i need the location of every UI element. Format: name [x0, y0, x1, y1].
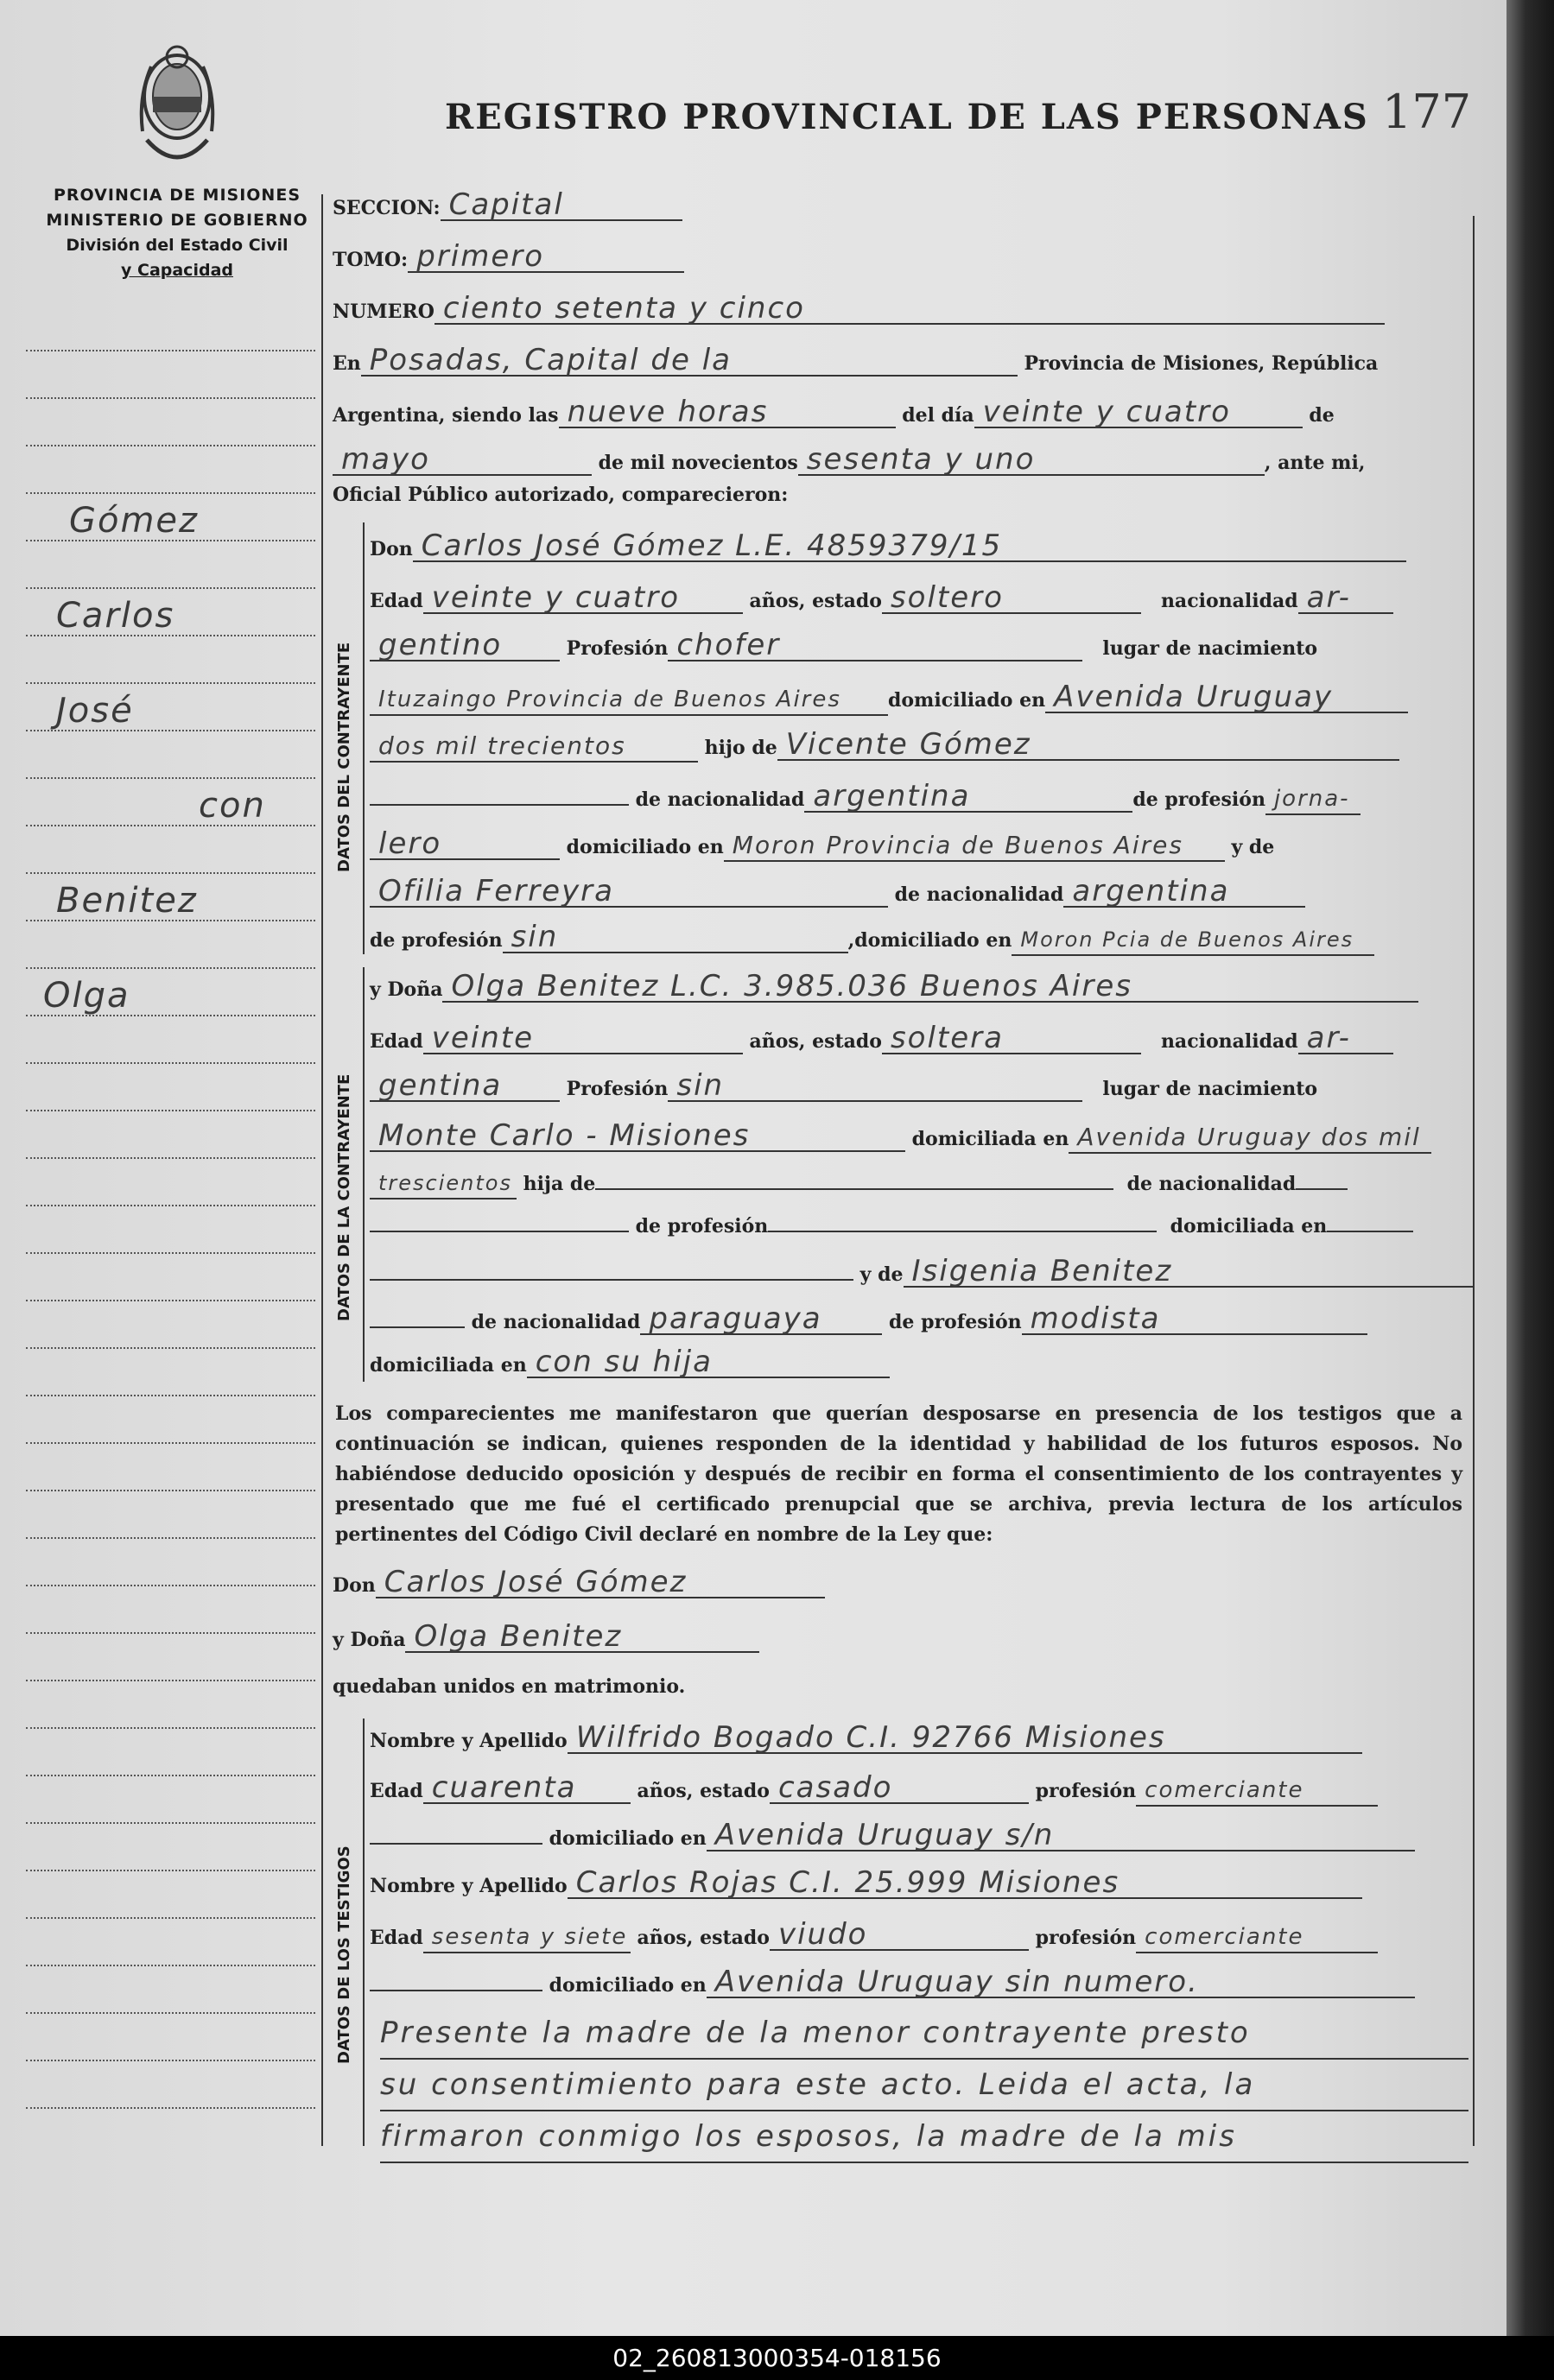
edad-label: Edad	[370, 1780, 423, 1802]
tomo-label: TOMO:	[333, 249, 409, 271]
bride-birth-row	[370, 1118, 1501, 1154]
decl-groom: Carlos José Gómez	[376, 1567, 825, 1598]
unidos-text: quedaban unidos en matrimonio.	[333, 1675, 686, 1698]
margin-name: Carlos	[56, 596, 175, 636]
groom-birth-row	[370, 682, 1501, 716]
bride-mother-dom-row	[370, 1347, 1501, 1378]
ante-mi-label: , ante mi,	[1264, 452, 1366, 474]
lugar-label: lugar de nacimiento	[1102, 637, 1318, 660]
bride-nac-b: gentina	[370, 1071, 560, 1102]
witness1-name: Wilfrido Bogado C.I. 92766 Misiones	[568, 1723, 1362, 1754]
margin-line	[26, 1442, 315, 1444]
en-row	[333, 345, 1464, 377]
capacity-label: y Capacidad	[121, 261, 233, 280]
bride-lugar: Monte Carlo - Misiones	[370, 1121, 905, 1152]
blank-line	[370, 787, 629, 806]
margin-line	[26, 445, 315, 446]
bride-name-row	[370, 969, 1501, 1003]
bride-mother-row	[370, 1256, 1501, 1288]
margin-line	[26, 1775, 315, 1776]
de-nacionalidad-label: de nacionalidad	[894, 883, 1064, 906]
side-label-witnesses: DATOS DE LOS TESTIGOS	[335, 1845, 353, 2064]
anio-value: sesenta y uno	[798, 445, 1265, 476]
estado-label: años, estado	[637, 1780, 770, 1802]
witness2-dom: Avenida Uruguay sin numero.	[707, 1967, 1415, 1998]
de-nacionalidad-label: de nacionalidad	[635, 788, 805, 811]
hora-row	[333, 397, 1464, 428]
margin-line	[26, 1252, 315, 1254]
de-label: de	[1309, 404, 1335, 427]
don-label: Don	[333, 1574, 376, 1597]
father-name: Vicente Gómez	[777, 730, 1399, 761]
witness1-age: cuarenta	[423, 1773, 631, 1804]
book-spine	[1506, 0, 1554, 2336]
tomo-row	[333, 239, 1464, 274]
witness2-estado: viudo	[770, 1920, 1029, 1951]
margin-line	[26, 1585, 315, 1586]
margin-line	[26, 1062, 315, 1064]
bride-parent-row	[370, 1168, 1501, 1199]
groom-domicilio-b: dos mil trecientos	[370, 731, 698, 763]
notes-block	[380, 2008, 1468, 2163]
division-label: División del Estado Civil	[66, 236, 289, 255]
margin-line	[26, 1157, 315, 1159]
margin-line	[26, 1632, 315, 1634]
domiciliada-label: domiciliada en	[911, 1128, 1069, 1150]
margin-line	[26, 2060, 315, 2061]
bride-profesion: sin	[668, 1071, 1082, 1102]
margin-line	[26, 1490, 315, 1491]
bride-prof-row	[370, 1068, 1501, 1103]
groom-prof-row	[370, 630, 1501, 661]
bride-mother: Isigenia Benitez	[904, 1256, 1474, 1288]
domiciliada-label: domiciliada en	[1170, 1215, 1328, 1237]
groom-domicilio: Avenida Uruguay	[1045, 682, 1408, 713]
groom-nac-a: ar-	[1298, 583, 1393, 614]
bride-mother-prof: modista	[1022, 1304, 1367, 1335]
margin-line	[26, 1205, 315, 1206]
page-title: REGISTRO PROVINCIAL DE LAS PERSONAS	[445, 97, 1369, 137]
margin-name: José	[56, 691, 134, 731]
margin-line	[26, 967, 315, 969]
groom-parent-row	[370, 727, 1501, 763]
margin-line	[26, 350, 315, 351]
de-profesion-label: de profesión	[635, 1215, 769, 1237]
domiciliado-label: domiciliado en	[566, 836, 724, 858]
margin-line	[26, 777, 315, 779]
en-value: Posadas, Capital de la	[361, 345, 1018, 377]
hora-value: nueve horas	[559, 397, 896, 428]
numero-label: NUMERO	[333, 301, 434, 323]
witness2-name: Carlos Rojas C.I. 25.999 Misiones	[568, 1868, 1362, 1899]
father-nac-row	[370, 779, 1501, 815]
bride-mother-dom: con su hija	[527, 1347, 890, 1378]
profesion-label: profesión	[1035, 1927, 1137, 1949]
domiciliado-label: domiciliado en	[549, 1974, 707, 1997]
bride-mother-nac: paraguaya	[640, 1304, 882, 1335]
margin-line	[26, 587, 315, 589]
blank-line	[370, 1262, 853, 1281]
oficial-row	[333, 484, 1464, 506]
margin-line	[26, 1727, 315, 1729]
margin-line	[26, 1300, 315, 1301]
blank-line	[595, 1171, 1113, 1190]
page-number: 177	[1382, 85, 1472, 139]
dia-value: veinte y cuatro	[974, 397, 1303, 428]
groom-age: veinte y cuatro	[423, 583, 743, 614]
margin-line	[26, 1347, 315, 1349]
witness1-dom: Avenida Uruguay s/n	[707, 1820, 1415, 1851]
father-dom-row	[370, 826, 1501, 862]
nombre-label: Nombre y Apellido	[370, 1730, 568, 1752]
groom-profesion: chofer	[668, 630, 1082, 661]
province-label: PROVINCIA DE MISIONES	[53, 186, 301, 205]
margin-line	[26, 872, 315, 874]
margin-line	[26, 1917, 315, 1919]
coat-of-arms-icon	[130, 45, 225, 174]
en-label: En	[333, 352, 361, 375]
witness1-name-row	[370, 1720, 1501, 1755]
domiciliada-label: domiciliada en	[370, 1354, 527, 1377]
margin-rule	[321, 194, 323, 2146]
bride-estado: soltera	[882, 1023, 1141, 1054]
margin-name: Olga	[43, 976, 130, 1016]
bride-domicilio-b: trescientos	[370, 1168, 517, 1199]
bride-nac-a: ar-	[1298, 1023, 1393, 1054]
ministry-label: MINISTERIO DE GOBIERNO	[46, 211, 308, 230]
seccion-label: SECCION:	[333, 197, 441, 219]
bracket-rule	[363, 967, 365, 1382]
note-line: Presente la madre de la menor contrayente presto	[380, 2008, 1468, 2060]
domiciliado-label: domiciliado en	[888, 689, 1046, 712]
groom-name-row	[370, 531, 1501, 562]
y-de-label: y de	[1231, 836, 1275, 858]
decl-don-row	[333, 1567, 1464, 1598]
don-label: Don	[370, 538, 413, 560]
domiciliado-label: ,domiciliado en	[847, 929, 1012, 952]
unidos-row	[333, 1675, 1464, 1698]
margin-line	[26, 397, 315, 399]
margin-line	[26, 1870, 315, 1871]
margin-name: con	[199, 786, 266, 826]
margin-line	[26, 682, 315, 684]
issuer-block	[17, 183, 337, 283]
groom-estado: soltero	[882, 583, 1141, 614]
side-label-groom: DATOS DEL CONTRAYENTE	[335, 642, 353, 872]
hija-de-label: hija de	[523, 1173, 596, 1195]
witness2-name-row	[370, 1865, 1501, 1900]
estado-label: años, estado	[749, 1030, 882, 1053]
estado-label: años, estado	[749, 590, 882, 612]
witness2-prof: comerciante	[1136, 1922, 1378, 1953]
note-line: su consentimiento para este acto. Leida el acta, la	[380, 2060, 1468, 2111]
image-id: 02_260813000354-018156	[612, 2344, 942, 2372]
de-mil-label: de mil novecientos	[598, 452, 798, 474]
dona-label: y Doña	[333, 1629, 406, 1651]
edad-label: Edad	[370, 590, 423, 612]
witness2-age: sesenta y siete	[423, 1922, 631, 1953]
blank-line	[370, 1972, 542, 1991]
nacionalidad-label: nacionalidad	[1160, 1030, 1298, 1053]
y-de-label: y de	[859, 1263, 904, 1286]
note-line: firmaron conmigo los esposos, la madre de la mis	[380, 2111, 1468, 2163]
blank-line	[1327, 1213, 1413, 1232]
margin-line	[26, 1537, 315, 1539]
witness2-dom-row	[370, 1967, 1501, 1998]
margin-line	[26, 2012, 315, 2014]
blank-line	[370, 1826, 542, 1845]
witness1-estado: casado	[770, 1773, 1029, 1804]
bride-age-row	[370, 1023, 1501, 1054]
profesion-label: Profesión	[566, 637, 669, 660]
seccion-value: Capital	[441, 190, 682, 221]
blank-line	[370, 1213, 629, 1232]
margin-line	[26, 1395, 315, 1396]
del-dia-label: del día	[902, 404, 974, 427]
groom-age-row	[370, 580, 1501, 615]
blank-line	[370, 1309, 465, 1328]
bride-father-row	[370, 1213, 1501, 1237]
father-nac: argentina	[804, 782, 1132, 813]
margin-line	[26, 492, 315, 494]
de-nacionalidad-label: de nacionalidad	[471, 1311, 641, 1333]
mes-value: mayo	[333, 445, 592, 476]
margin-line	[26, 2107, 315, 2109]
margin-name: Benitez	[56, 881, 198, 921]
estado-label: años, estado	[637, 1927, 770, 1949]
provincia-text: Provincia de Misiones, República	[1024, 352, 1379, 375]
mother-row	[370, 874, 1501, 908]
de-profesion-label: de profesión	[1132, 788, 1265, 811]
witness1-dom-row	[370, 1820, 1501, 1851]
margin-line	[26, 1965, 315, 1966]
numero-value: ciento setenta y cinco	[434, 294, 1385, 325]
mother-domicilio: Moron Pcia de Buenos Aires	[1012, 925, 1374, 956]
witness2-age-row	[370, 1917, 1501, 1953]
blank-line	[1296, 1171, 1348, 1190]
side-label-bride: DATOS DE LA CONTRAYENTE	[335, 1073, 353, 1321]
decl-dona-row	[333, 1619, 1464, 1654]
bride-age: veinte	[423, 1023, 743, 1054]
edad-label: Edad	[370, 1927, 423, 1949]
margin-line	[26, 1822, 315, 1824]
declaration-text: Los comparecientes me manifestaron que querían desposarse en presencia de los testigos que a continuación se indican, quienes responden de la identidad y habilidad de los futuros esposos. No habiéndose deducido oposición y después de recibir en forma el consentimiento de los contrayentes y presentado que me fué el certificado prenupcial que se archiva, previa lectura de los artículos pertinentes del Código Civil declaré en nombre de la Ley que:	[335, 1402, 1462, 1546]
seccion-row	[333, 187, 1464, 222]
domiciliado-label: domiciliado en	[549, 1827, 707, 1850]
margin-line	[26, 825, 315, 826]
hijo-de-label: hijo de	[704, 737, 777, 759]
mother-name: Ofilia Ferreyra	[370, 877, 888, 908]
fecha-row	[333, 442, 1464, 477]
argentina-text: Argentina, siendo las	[333, 404, 559, 427]
bracket-rule	[363, 1719, 365, 2146]
profesion-label: profesión	[1035, 1780, 1137, 1802]
de-profesion-label: de profesión	[370, 929, 503, 952]
de-nacionalidad-label: de nacionalidad	[1126, 1173, 1297, 1195]
father-domicilio: Moron Provincia de Buenos Aires	[724, 831, 1225, 862]
nombre-label: Nombre y Apellido	[370, 1875, 568, 1897]
margin-index	[26, 341, 315, 2146]
bride-mother-nac-row	[370, 1301, 1501, 1336]
dona-label: y Doña	[370, 978, 443, 1001]
profesion-label: Profesión	[566, 1078, 669, 1100]
decl-bride: Olga Benitez	[405, 1622, 759, 1653]
margin-line	[26, 1110, 315, 1111]
mother-dom-row	[370, 922, 1501, 956]
lugar-label: lugar de nacimiento	[1102, 1078, 1318, 1100]
witness1-prof: comerciante	[1136, 1776, 1378, 1807]
bracket-rule	[363, 522, 365, 954]
mother-prof: sin	[503, 922, 848, 953]
margin-line	[26, 1680, 315, 1681]
witness1-age-row	[370, 1770, 1501, 1807]
numero-row	[333, 291, 1464, 326]
margin-name: Gómez	[69, 501, 200, 541]
bride-name: Olga Benitez L.C. 3.985.036 Buenos Aires	[442, 972, 1418, 1003]
groom-lugar: Ituzaingo Provincia de Buenos Aires	[370, 685, 888, 716]
de-profesion-label: de profesión	[889, 1311, 1022, 1333]
father-prof-b: lero	[370, 829, 560, 860]
mother-nac: argentina	[1063, 877, 1305, 908]
nacionalidad-label: nacionalidad	[1160, 590, 1298, 612]
groom-name: Carlos José Gómez L.E. 4859379/15	[413, 531, 1406, 562]
edad-label: Edad	[370, 1030, 423, 1053]
oficial-text: Oficial Público autorizado, comparecieron:	[333, 484, 789, 506]
blank-line	[768, 1213, 1157, 1232]
tomo-value: primero	[408, 242, 684, 273]
father-prof-a: jorna-	[1265, 784, 1361, 815]
groom-nac-b: gentino	[370, 630, 560, 661]
bride-domicilio: Avenida Uruguay dos mil	[1069, 1123, 1431, 1154]
